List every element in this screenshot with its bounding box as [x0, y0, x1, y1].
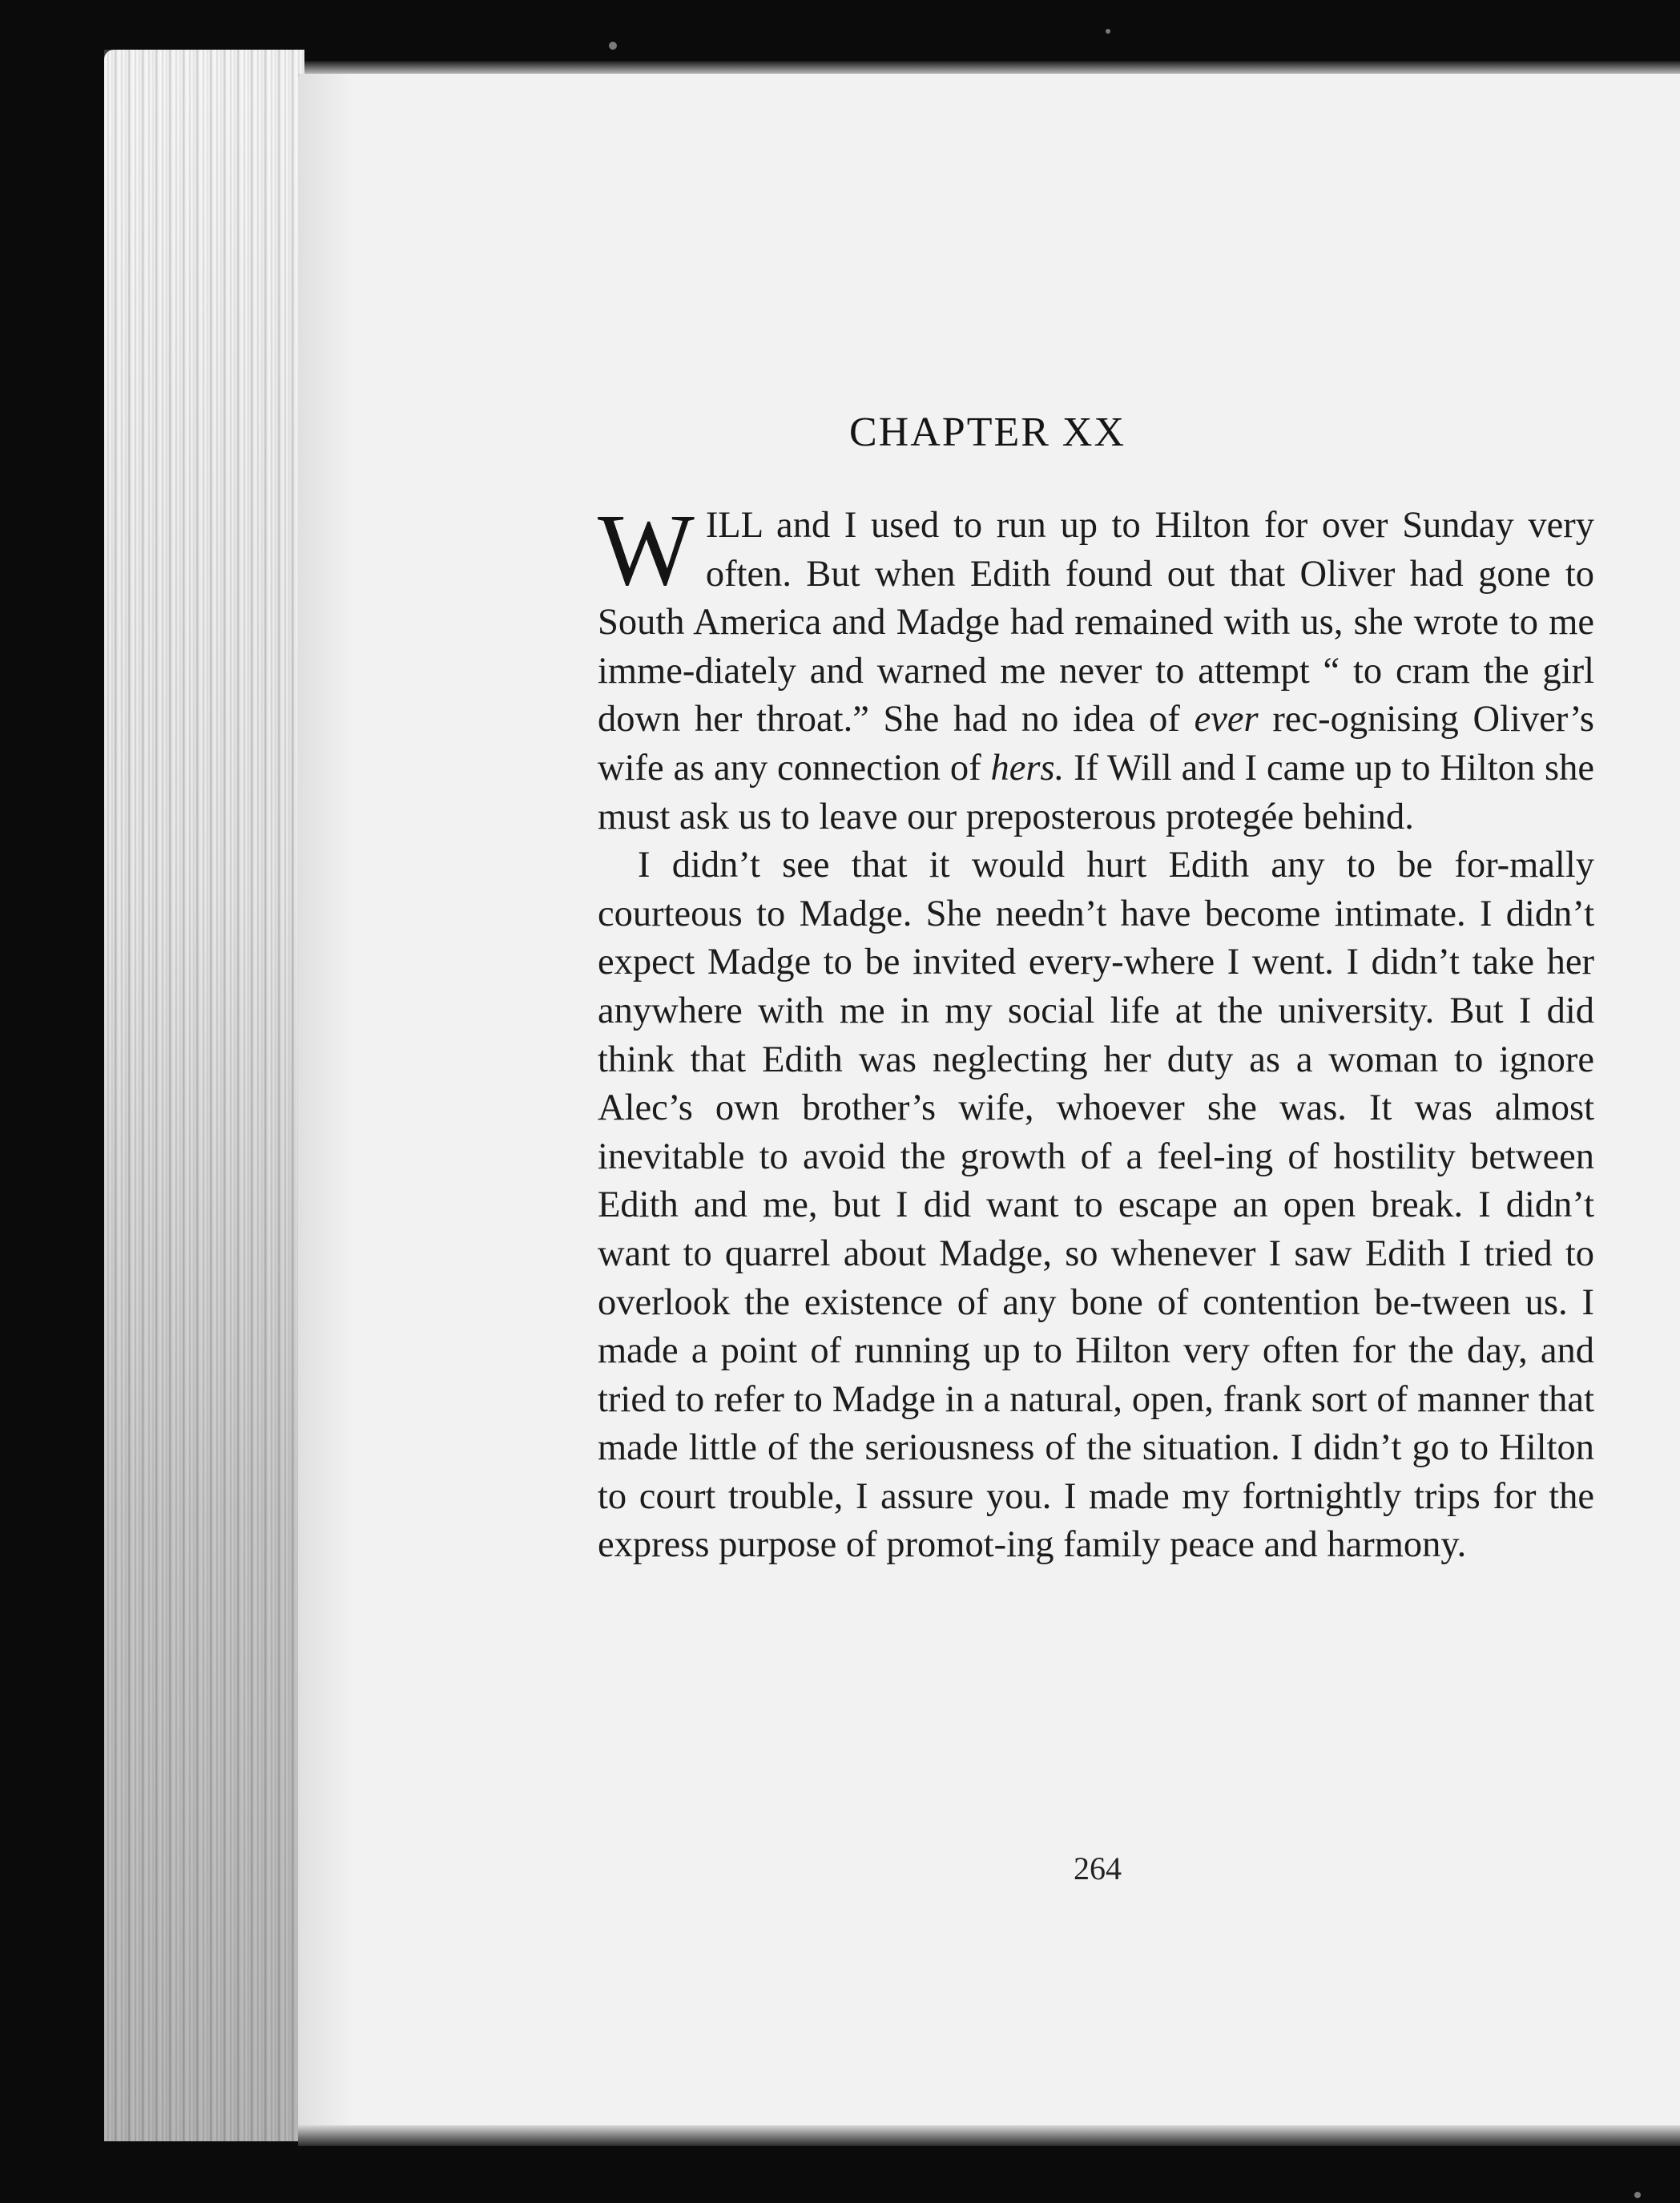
paragraph-one-text-end: If Will and I came up to Hilton she must ask us to leave our preposterous protegée behind. — [598, 747, 1594, 837]
paragraph-one-text-continued: rec-ognising Oliver’s wife as any connection of — [598, 699, 1594, 789]
scan-speck — [1634, 2192, 1641, 2198]
page-gutter-shadow — [298, 74, 354, 2125]
page-number: 264 — [1074, 1850, 1122, 1886]
chapter-title: CHAPTER XX — [849, 410, 1126, 455]
book-fore-edge — [104, 50, 304, 2141]
italic-emphasis-hers: hers. — [990, 747, 1065, 789]
paragraph-one — [598, 493, 1594, 841]
drop-cap: W — [598, 493, 695, 607]
italic-emphasis-ever: ever — [1194, 699, 1259, 740]
scan-speck — [1106, 29, 1110, 34]
page-bottom-edge — [298, 2125, 1680, 2146]
paragraph-one-text: ILL and I used to run up to Hilton for over Sunday very often. But when Edith found out that Oliver had gone to South America and Madge had remained with us, she wrote to me imme-diately and warned me never to attempt “ to cram the girl down her throat.” She had no idea of — [598, 505, 1594, 740]
scan-speck — [609, 42, 617, 50]
paragraph-two: I didn’t see that it would hurt Edith any to be for-mally courteous to Madge. She needn’t have become intimate. I didn’t expect Madge to be invited every-where I went. I didn’t take her anywhere with me in my social life at the university. But I did think that Edith was neglecting her duty as a woman to ignore Alec’s own brother’s wife, whoever she was. It was almost inevitable to avoid the growth of a feel-ing of hostility between Edith and me, but I did want to escape an open break. I didn’t want to quarrel about Madge, so whenever I saw Edith I tried to overlook the existence of any bone of contention be-tween us. I made a point of running up to Hilton very often for the day, and tried to refer to Madge in a natural, open, frank sort of manner that made little of the seriousness of the situation. I didn’t go to Hilton to court trouble, I assure you. I made my fortnightly trips for the express purpose of promot-ing family peace and harmony. — [598, 845, 1594, 1566]
body-text — [598, 493, 1594, 1570]
